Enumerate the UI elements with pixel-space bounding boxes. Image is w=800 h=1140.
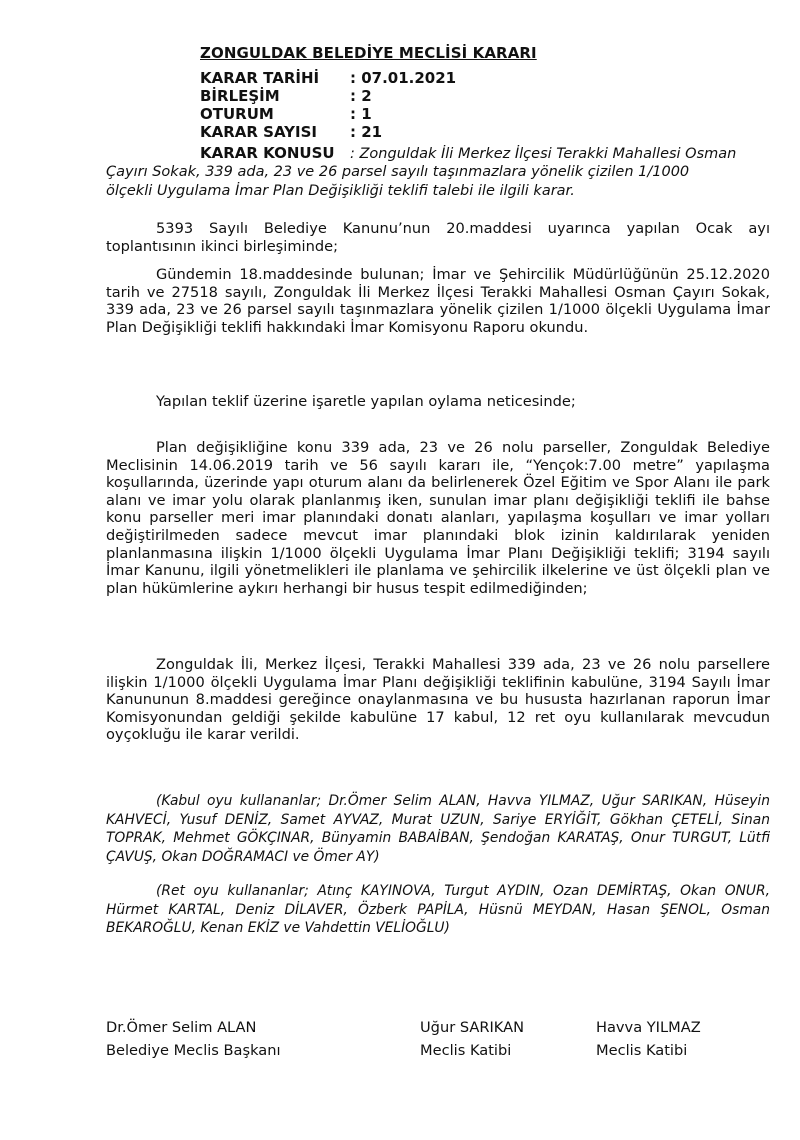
meta-decision-number [200, 124, 382, 141]
meta-label: KARAR SAYISI [200, 123, 317, 141]
signature-role: Belediye Meclis Başkanı [106, 1042, 281, 1059]
subject-line-1 [200, 144, 780, 163]
paragraph-decision: Zonguldak İli, Merkez İlçesi, Terakki Mahallesi 339 ada, 23 ve 26 nolu parsellere ilişkin 1/1000 ölçekli Uygulama İmar Planı değişikliği teklifinin kabulüne, 3194 Sayılı İmar Kanununun 8.maddesi gereğince onaylanmasına ve bu hususta hazırlanan raporun İmar Komisyonundan geldiği şekilde kabulüne 17 kabul, 12 ret oyu kullanılarak mevcudun oyçokluğu ile karar verildi. [106, 656, 770, 744]
accept-votes-list: (Kabul oyu kullananlar; Dr.Ömer Selim ALAN, Havva YILMAZ, Uğur SARIKAN, Hüseyin KAHVECİ, Yusuf DENİZ, Samet AYVAZ, Murat UZUN, Sariye ERYİĞİT, Gökhan ÇETELİ, Sinan TOPRAK, Mehmet GÖKÇINAR, Bünyamin BABAİBAN, Şendoğan KARATAŞ, Onur TURGUT, Lütfi ÇAVUŞ, Okan DOĞRAMACI ve Ömer AY) [106, 793, 770, 865]
paragraph-vote-intro: Yapılan teklif üzerine işaretle yapılan oylama neticesinde; [156, 393, 576, 410]
signature-clerk-2 [596, 1016, 701, 1062]
reject-votes-list: (Ret oyu kullananlar; Atınç KAYINOVA, Turgut AYDIN, Ozan DEMİRTAŞ, Okan ONUR, Hürmet KARTAL, Deniz DİLAVER, Özberk PAPİLA, Hüsnü MEYDAN, Hasan ŞENOL, Osman BEKAROĞLU, Kenan EKİZ ve Vahdettin VELİOĞLU) [106, 883, 770, 937]
signature-role: Meclis Katibi [596, 1042, 688, 1059]
meta-value: : 07.01.2021 [350, 69, 457, 87]
subject-label: KARAR KONUSU [200, 144, 335, 162]
paragraph-agenda: Gündemin 18.maddesinde bulunan; İmar ve Şehircilik Müdürlüğünün 25.12.2020 tarih ve 27518 sayılı, Zonguldak İli Merkez İlçesi Terakki Mahallesi Osman Çayırı Sokak, 339 ada, 23 ve 26 parsel sayılı taşınmazlara yönelik çizilen 1/1000 ölçekli Uygulama İmar Plan Değişikliği teklifi hakkındaki İmar Komisyonu Raporu okundu. [106, 266, 770, 336]
meta-sitting [200, 106, 372, 123]
document-title: ZONGULDAK BELEDİYE MECLİSİ KARARI [200, 44, 537, 62]
signature-name: Havva YILMAZ [596, 1019, 701, 1036]
meta-value: : 2 [350, 87, 372, 105]
subject-line-3: ölçekli Uygulama İmar Plan Değişikliği teklifi talebi ile ilgili karar. [106, 183, 575, 199]
signature-name: Dr.Ömer Selim ALAN [106, 1019, 257, 1036]
signature-clerk-1 [420, 1016, 524, 1062]
signature-name: Uğur SARIKAN [420, 1019, 525, 1036]
signature-chair [106, 1016, 281, 1062]
meta-session [200, 88, 372, 105]
meta-date [200, 70, 456, 87]
subject-line-2: Çayırı Sokak, 339 ada, 23 ve 26 parsel sayılı taşınmazlara yönelik çizilen 1/1000 [106, 164, 690, 180]
subject-text: : Zonguldak İli Merkez İlçesi Terakki Mahallesi Osman [350, 146, 737, 162]
meta-label: OTURUM [200, 105, 274, 123]
meta-value: : 21 [350, 123, 383, 141]
meta-label: KARAR TARİHİ [200, 69, 320, 87]
meta-value: : 1 [350, 105, 372, 123]
paragraph-plan: Plan değişikliğine konu 339 ada, 23 ve 26 nolu parseller, Zonguldak Belediye Meclisinin 14.06.2019 tarih ve 56 sayılı kararı ile, “Yençok:7.00 metre” yapılaşma koşullarında, üzerinde yapı oturum alanı da belirlenerek Özel Eğitim ve Spor Alanı ile park alanı ve imar yolu olarak planlanmış iken, sunulan imar planı değişikliği teklifi ile bahse konu parseller meri imar planındaki donatı alanları, yapılaşma koşulları ve imar yolları değiştirilmeden sadece mevcut imar planındaki blok izinin kaldırılarak yeniden planlanmasına ilişkin 1/1000 ölçekli Uygulama İmar Planı Değişikliği teklifi; 3194 sayılı İmar Kanunu, ilgili yönetmelikleri ile planlama ve şehircilik ilkelerine ve üst ölçekli plan ve plan hükümlerine aykırı herhangi bir husus tespit edilmediğinden; [106, 439, 770, 597]
meta-label: BİRLEŞİM [200, 87, 280, 105]
paragraph-intro: 5393 Sayılı Belediye Kanunu’nun 20.maddesi uyarınca yapılan Ocak ayı toplantısının ikinci birleşiminde; [106, 220, 770, 255]
signature-role: Meclis Katibi [420, 1042, 512, 1059]
